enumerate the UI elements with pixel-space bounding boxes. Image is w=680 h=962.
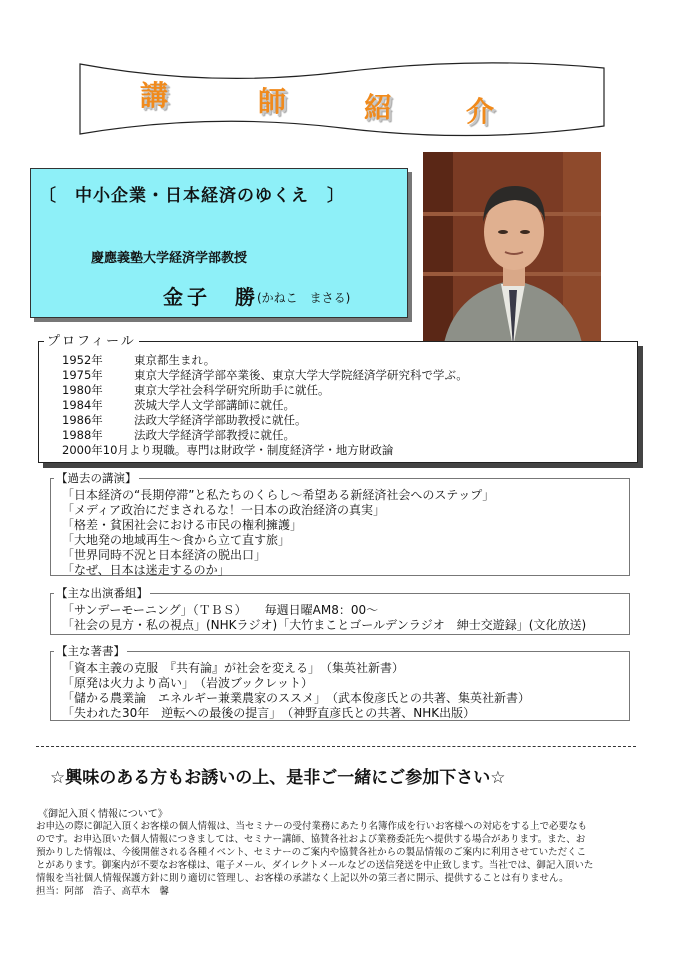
title-banner	[78, 62, 606, 142]
lecture-item: 「格差・貧困社会における市民の権利擁護」	[62, 518, 303, 532]
lectures-label: 【過去の講演】	[56, 471, 137, 485]
banner-char-2: 師	[258, 85, 287, 118]
contact-persons: 担当：阿部 浩子、高草木 馨	[36, 886, 170, 897]
lecture-title: 〔 中小企業・日本経済のゆくえ 〕	[39, 186, 345, 206]
book-item: 「原発は火力より高い」 （岩波ブックレット）	[62, 676, 314, 690]
invitation-message: ☆興味のある方もお誘いの上、是非ご一緒にご参加下さい☆	[50, 768, 506, 788]
dashed-divider	[36, 746, 636, 747]
profile-row	[62, 367, 468, 383]
privacy-notice-heading: 《御記入頂く情報について》	[38, 809, 168, 820]
privacy-notice-line: 預かりした情報は、今後開催される各種イベント、セミナーのご案内や協賛各社からの製品情報のご案内に利用させていただくこ	[36, 847, 587, 858]
profile-year: 1984年	[62, 398, 103, 412]
banner-char-4: 介	[466, 95, 495, 128]
profile-text: 茨城大学人文学部講師に就任。	[134, 398, 295, 412]
profile-text: 法政大学経済学部助教授に就任。	[134, 413, 307, 427]
lecture-item: 「日本経済の“長期停滞”と私たちのくらし～希望ある新経済社会へのステップ」	[62, 488, 495, 502]
profile-row	[62, 412, 307, 428]
privacy-notice-line: お申込の際に御記入頂くお客様の個人情報は、当セミナーの受付業務にあたり名簿作成を行いお客様への対応をする上で必要なも	[36, 821, 588, 832]
profile-year: 1986年	[62, 413, 103, 427]
speaker-name: 金子 勝	[163, 285, 259, 309]
speaker-affiliation: 慶應義塾大学経済学部教授	[91, 251, 248, 266]
privacy-notice-line: とがあります。御案内が不要なお客様は、電子メール、ダイレクトメールなどの送信発送を中止致します。当社では、御記入頂いた	[36, 860, 594, 871]
profile-year: 1988年	[62, 428, 103, 442]
profile-row	[62, 427, 295, 443]
lecture-item: 「メディア政治にだまされるな！一日本の政治経済の真実」	[62, 503, 386, 517]
privacy-notice-line: のです。お申込頂いた個人情報につきましては、セミナー講師、協賛各社および業務委託先へ提供する場合があります。また、お	[36, 834, 586, 845]
profile-row	[62, 382, 330, 398]
show-item: 「社会の見方・私の視点」(NHKラジオ)「大竹まことゴールデンラジオ 紳士交遊録」(文化放送)	[62, 618, 587, 632]
speaker-photo	[423, 152, 601, 348]
shows-label: 【主な出演番組】	[56, 586, 148, 600]
lecture-item: 「なぜ、日本は迷走するのか」	[62, 563, 230, 577]
speaker-name-reading: (かねこ まさる)	[257, 291, 351, 305]
profile-year: 1980年	[62, 383, 103, 397]
profile-row	[62, 442, 393, 458]
profile-text: 2000年10月より現職。専門は財政学・制度経済学・地方財政論	[62, 443, 394, 457]
profile-row	[62, 397, 295, 413]
profile-text: 東京大学経済学部卒業後、東京大学大学院経済学研究科で学ぶ。	[134, 368, 468, 382]
profile-text: 法政大学経済学部教授に就任。	[134, 428, 295, 442]
profile-row	[62, 352, 215, 368]
profile-label: プロフィール	[44, 330, 139, 349]
book-item: 「失われた30年 逆転への最後の提言」 （神野直彦氏との共著、NHK出版）	[62, 706, 476, 720]
books-label: 【主な著書】	[56, 644, 125, 658]
profile-text: 東京大学社会科学研究所助手に就任。	[134, 383, 330, 397]
banner-char-3: 紹	[364, 91, 393, 124]
book-item: 「儲かる農業論 エネルギー兼業農家のススメ」 （武本俊彦氏との共著、集英社新書）	[62, 691, 531, 705]
profile-text: 東京都生まれ。	[134, 353, 216, 367]
profile-year: 1975年	[62, 368, 103, 382]
lecture-title-box	[30, 168, 408, 318]
book-item: 「資本主義の克服 『共有論』が社会を変える」 （集英社新書）	[62, 661, 405, 675]
lecture-item: 「大地発の地域再生～食から立て直す旅」	[62, 533, 291, 547]
speaker-portrait-illustration	[423, 152, 601, 348]
privacy-notice-line: 情報を当社個人情報保護方針に則り適切に管理し、お客様の承諾なく上記以外の第三者に開示、提供することは有りません。	[36, 873, 569, 884]
profile-year: 1952年	[62, 353, 103, 367]
show-item: 「サンデーモーニング」（ＴＢＳ） 毎週日曜AM8：00～	[62, 603, 379, 617]
lecture-item: 「世界同時不況と日本経済の脱出口」	[62, 548, 267, 562]
banner-char-1: 講	[140, 79, 169, 112]
